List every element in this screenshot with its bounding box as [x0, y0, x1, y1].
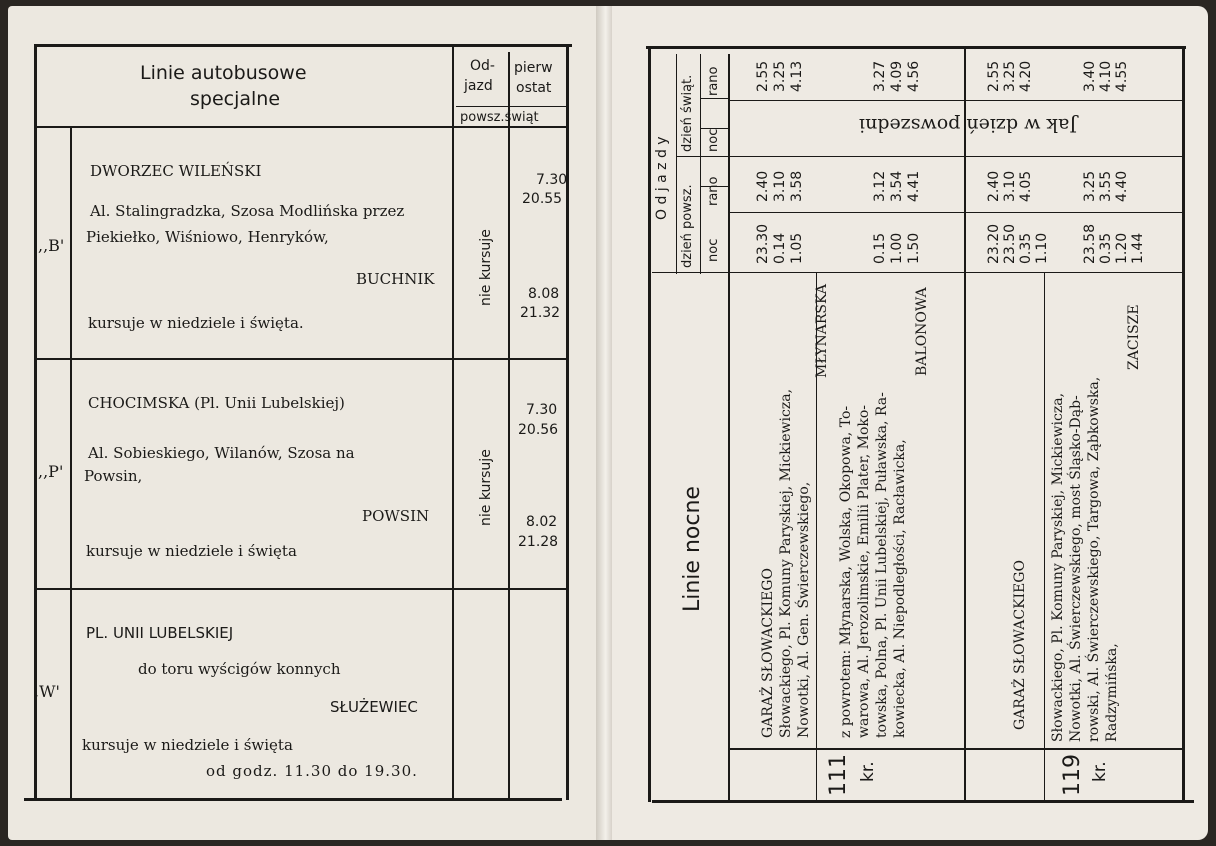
route-start: DWORZEC WILEŃSKI: [90, 162, 262, 180]
night-col-header: noc: [706, 238, 721, 262]
line-kr: kr.: [858, 761, 878, 782]
time-morning: 3.25: [1082, 170, 1098, 202]
time-night: 0.15: [872, 232, 888, 264]
time-holiday-morning: 2.55: [986, 60, 1002, 92]
departure-time: 20.55: [522, 191, 563, 207]
route-start: GARAŻ SŁOWACKIEGO: [760, 568, 776, 738]
line-code: ,W': [34, 682, 60, 701]
route-start: GARAŻ SŁOWACKIEGO: [1012, 560, 1028, 730]
route-text: Powsin,: [84, 467, 143, 485]
time-night: 1.10: [1034, 232, 1050, 264]
time-morning: 2.40: [755, 170, 771, 202]
time-night: 0.35: [1098, 232, 1114, 264]
time-morning: 2.40: [986, 170, 1002, 202]
route-note: od godz. 11.30 do 19.30.: [206, 762, 418, 780]
departure-time: 8.08: [528, 286, 560, 302]
header-pierw: pierw: [514, 60, 553, 76]
route-text: Słowackiego, Pl. Komuny Paryskiej, Mickiewicza,: [1050, 392, 1066, 742]
time-holiday-morning: 3.25: [1002, 60, 1018, 92]
time-night: 0.14: [772, 232, 788, 264]
time-morning: 3.55: [1098, 170, 1114, 202]
route-note: kursuje w niedziele i święta.: [88, 314, 304, 332]
time-night: 23.20: [986, 223, 1002, 264]
line-number: 111: [826, 754, 851, 796]
weekday-status: nie kursuje: [478, 449, 494, 526]
route-note: kursuje w niedziele i święta: [82, 736, 293, 754]
route-end: POWSIN: [362, 507, 430, 525]
book-gutter: [596, 6, 612, 840]
time-holiday-morning: 4.56: [906, 60, 922, 92]
departure-time: 20.56: [518, 422, 559, 438]
time-night: 1.00: [889, 232, 905, 264]
line-number: 119: [1060, 754, 1085, 796]
left-title-line2: specjalne: [190, 88, 281, 110]
route-text: Nowotki, Al. Gen. Świerczewskiego,: [796, 481, 812, 738]
time-morning: 3.58: [789, 170, 805, 202]
time-night: 0.35: [1018, 232, 1034, 264]
left-page: [8, 6, 606, 840]
line-kr: kr.: [1090, 761, 1110, 782]
route-note: kursuje w niedziele i święta: [86, 542, 297, 560]
route-start: PL. UNII LUBELSKIEJ: [86, 624, 234, 642]
holiday-header: dzień świąt.: [680, 74, 695, 152]
time-morning: 4.40: [1114, 170, 1130, 202]
route-return: towska, Polna, Pl. Unii Lubelskiej, Puławska, Ra-: [874, 392, 890, 738]
header-odjazd-1: Od-: [470, 58, 495, 74]
time-morning: 3.54: [889, 170, 905, 202]
time-night: 23.58: [1082, 223, 1098, 264]
time-holiday-morning: 4.13: [789, 60, 805, 92]
time-holiday-morning: 4.09: [889, 60, 905, 92]
time-holiday-morning: 2.55: [755, 60, 771, 92]
route-text: Al. Sobieskiego, Wilanów, Szosa na: [88, 444, 355, 462]
route-text: rowski, Al. Świerczewskiego, Targowa, Ząbkowska,: [1086, 376, 1102, 742]
weekday-header: dzień powsz.: [680, 184, 695, 268]
route-return: z powrotem: Młynarska, Wolska, Okopowa, To-: [838, 405, 854, 738]
route-text: do toru wyścigów konnych: [138, 660, 341, 678]
time-night: 1.50: [906, 232, 922, 264]
header-ostat: ostat: [516, 80, 552, 96]
line-code: ,,B': [38, 236, 65, 255]
time-morning: 3.12: [872, 170, 888, 202]
route-start: CHOCIMSKA (Pl. Unii Lubelskiej): [88, 394, 345, 412]
route-end: MŁYNARSKA: [814, 283, 830, 378]
time-night: 1.44: [1130, 232, 1146, 264]
time-morning: 4.05: [1018, 170, 1034, 202]
route-text: Al. Stalingradzka, Szosa Modlińska przez: [90, 202, 405, 220]
route-text: Radzymińska,: [1104, 643, 1120, 742]
time-holiday-morning: 4.55: [1114, 60, 1130, 92]
time-morning: 4.41: [906, 170, 922, 202]
morning-col-header: rano: [706, 66, 721, 96]
night-col-header: noc: [706, 128, 721, 152]
route-return: kowiecka, Al. Niepodległości, Racławicka,: [892, 439, 908, 738]
line-code: ,,P': [38, 462, 64, 481]
time-night: 23.50: [1002, 223, 1018, 264]
route-end: BALONOWA: [914, 287, 930, 376]
night-lines-title: Linie nocne: [680, 486, 705, 612]
time-night: 23.30: [755, 223, 771, 264]
departure-time: 21.32: [520, 305, 561, 321]
route-end: SŁUŻEWIEC: [330, 698, 418, 716]
time-holiday-morning: 4.10: [1098, 60, 1114, 92]
time-night: 1.20: [1114, 232, 1130, 264]
departure-time: 8.02: [526, 514, 558, 530]
route-text: Słowackiego, Pl. Komuny Paryskiej, Mickiewicza,: [778, 388, 794, 738]
morning-col-header: rano: [706, 176, 721, 206]
time-morning: 3.10: [772, 170, 788, 202]
same-as-weekday-note: Jak w dzień powszedni: [859, 114, 1077, 136]
left-title-line1: Linie autobusowe: [140, 62, 307, 84]
time-holiday-morning: 3.40: [1082, 60, 1098, 92]
departure-time: 21.28: [518, 534, 559, 550]
route-end: BUCHNIK: [356, 270, 435, 288]
header-odjazd-2: jazd: [464, 78, 493, 94]
departure-time: 7.30: [526, 402, 558, 418]
route-return: warowa, Al. Jerozolimskie, Emilii Plater, Moko-: [856, 404, 872, 738]
departures-heading: O d j a z d y: [654, 136, 670, 220]
time-morning: 3.10: [1002, 170, 1018, 202]
header-powsz-swiat: powsz.świąt: [460, 110, 539, 125]
time-holiday-morning: 3.27: [872, 60, 888, 92]
weekday-status: nie kursuje: [478, 229, 494, 306]
time-holiday-morning: 3.25: [772, 60, 788, 92]
route-text: Nowotki, Al. Świerczewskiego, most Śląsko-Dąb-: [1068, 395, 1084, 742]
time-holiday-morning: 4.20: [1018, 60, 1034, 92]
route-end: ZACISZE: [1126, 304, 1142, 370]
departure-time: 7.30: [536, 172, 568, 188]
route-text: Piekiełko, Wiśniowo, Henryków,: [86, 228, 329, 246]
time-night: 1.05: [789, 232, 805, 264]
